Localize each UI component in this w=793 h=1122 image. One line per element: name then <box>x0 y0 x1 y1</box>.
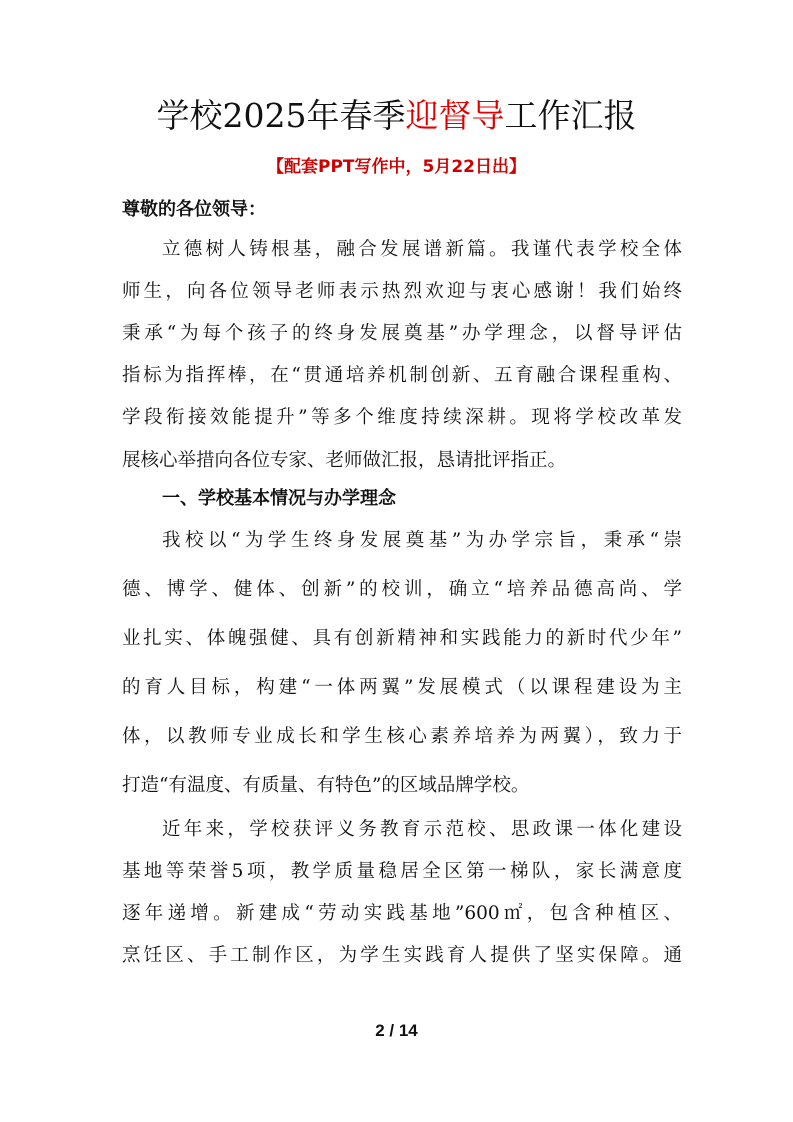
paragraph-line: 逐年递增。新建成“劳动实践基地”600㎡，包含种植区、 <box>122 903 682 924</box>
paragraph-line: 师生，向各位领导老师表示热烈欢迎与衷心感谢！我们始终 <box>122 281 682 302</box>
section-heading: 一、学校基本情况与办学理念 <box>162 488 396 509</box>
greeting: 尊敬的各位领导： <box>122 199 266 220</box>
paragraph-line: 我校以“为学生终身发展奠基”为办学宗旨，秉承“崇 <box>162 530 682 551</box>
document-title <box>0 92 793 140</box>
paragraph-line: 业扎实、体魄强健、具有创新精神和实践能力的新时代少年” <box>122 628 682 649</box>
title-prefix: 学校2025年春季 <box>156 96 406 135</box>
page-number: 2 / 14 <box>375 1021 418 1040</box>
paragraph-line: 立德树人铸根基，融合发展谱新篇。我谨代表学校全体 <box>162 239 682 260</box>
paragraph-line: 德、博学、健体、创新”的校训，确立“培养品德高尚、学 <box>122 579 682 600</box>
paragraph-line: 打造“有温度、有质量、有特色”的区域品牌学校。 <box>122 775 530 796</box>
paragraph-line: 秉承“为每个孩子的终身发展奠基”办学理念，以督导评估 <box>122 323 682 344</box>
title-highlight: 迎督导 <box>405 96 505 135</box>
paragraph-line: 展核心举措向各位专家、老师做汇报，恳请批评指正。 <box>122 450 567 471</box>
title-suffix: 工作汇报 <box>504 96 637 135</box>
paragraph-line: 学段衔接效能提升”等多个维度持续深耕。现将学校改革发 <box>122 407 682 428</box>
paragraph-line: 的育人目标，构建“一体两翼”发展模式（以课程建设为主 <box>122 677 682 698</box>
paragraph-line: 烹饪区、手工制作区，为学生实践育人提供了坚实保障。通 <box>122 945 682 966</box>
ppt-notice: 【配套PPT写作中，5月22日出】 <box>266 157 526 177</box>
paragraph-line: 体，以教师专业成长和学生核心素养培养为两翼），致力于 <box>122 726 682 747</box>
paragraph-line: 近年来，学校获评义务教育示范校、思政课一体化建设 <box>162 819 682 840</box>
paragraph-line: 基地等荣誉5项，教学质量稳居全区第一梯队，家长满意度 <box>122 861 682 882</box>
paragraph-line: 指标为指挥棒，在“贯通培养机制创新、五育融合课程重构、 <box>122 365 682 386</box>
